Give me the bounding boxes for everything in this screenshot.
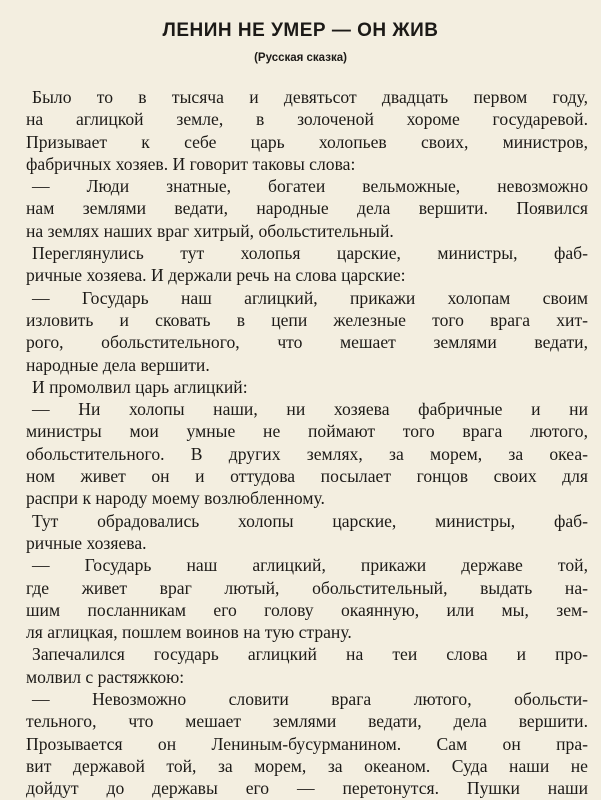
text-line: И промолвил царь аглицкий:: [32, 376, 248, 397]
text-line: — Государь наш аглицкий, прикажи холопам своим: [32, 287, 588, 308]
document-title: ЛЕНИН НЕ УМЕР — ОН ЖИВ: [162, 20, 439, 41]
text-line: изловить и сковать в цепи железные того врага хит-: [26, 309, 588, 330]
text-line: Тут обрадовались холопы царские, министры, фаб-: [32, 510, 588, 531]
text-line: — Невозможно словити врага лютого, обольсти-: [32, 689, 588, 710]
text-line: шим посланникам его голову окаянную, или мы, зем-: [26, 599, 588, 620]
text-line: где живет враг лютый, обольстительный, выдать на-: [26, 577, 588, 598]
text-line: ном живет он и оттудова посылает гонцов своих для: [26, 466, 588, 487]
text-line: Было то в тысяча и девятьсот двадцать первом году,: [32, 87, 588, 107]
document-subtitle: (Русская сказка): [254, 52, 347, 64]
text-line: Призывает к себе царь холопьев своих, министров,: [26, 131, 588, 152]
text-line: — Люди знатные, богатеи вельможные, невозможно: [32, 176, 588, 197]
text-line: распри к народу моему возлюбленному.: [26, 488, 325, 509]
text-line: ричные хозяева. И держали речь на слова царские:: [26, 265, 406, 286]
text-line: вит державой той, за морем, за океаном. Суда наши не: [26, 755, 588, 776]
text-line: — Государь наш аглицкий, прикажи державе той,: [32, 555, 588, 576]
text-line: ричные хозяева.: [26, 532, 147, 553]
text-line: Переглянулись тут холопья царские, министры, фаб-: [32, 243, 588, 264]
text-line: фабричных хозяев. И говорит таковы слова:: [26, 153, 356, 174]
text-line: тельного, что мешает землями ведати, дела вершити.: [26, 711, 588, 732]
text-line: народные дела вершити.: [26, 354, 210, 375]
text-line: обольстительного. В других землях, за морем, за океа-: [26, 443, 588, 464]
text-line: — Ни холопы наши, ни хозяева фабричные и ни: [32, 399, 588, 420]
text-line: Прозывается он Лениным-бусурманином. Сам он пра-: [26, 733, 588, 754]
text-line: Запечалился государь аглицкий на теи слова и про-: [32, 644, 588, 665]
text-line: ля аглицкая, пошлем воинов на тую страну.: [26, 622, 352, 643]
text-line: министры мои умные не поймают того врага лютого,: [26, 421, 588, 442]
text-line: на землях наших враг хитрый, обольстительный.: [26, 220, 394, 241]
text-line: рого, обольстительного, что мешает землями ведати,: [26, 332, 588, 353]
document-body: [26, 86, 588, 800]
text-line: дойдут до державы его — перетонутся. Пушки наши: [26, 778, 588, 799]
text-line: нам землями ведати, народные дела вершити. Появился: [26, 198, 588, 219]
text-line: молвил с растяжкою:: [26, 666, 185, 687]
text-line: на аглицкой земле, в золоченой хороме государевой.: [26, 109, 588, 130]
